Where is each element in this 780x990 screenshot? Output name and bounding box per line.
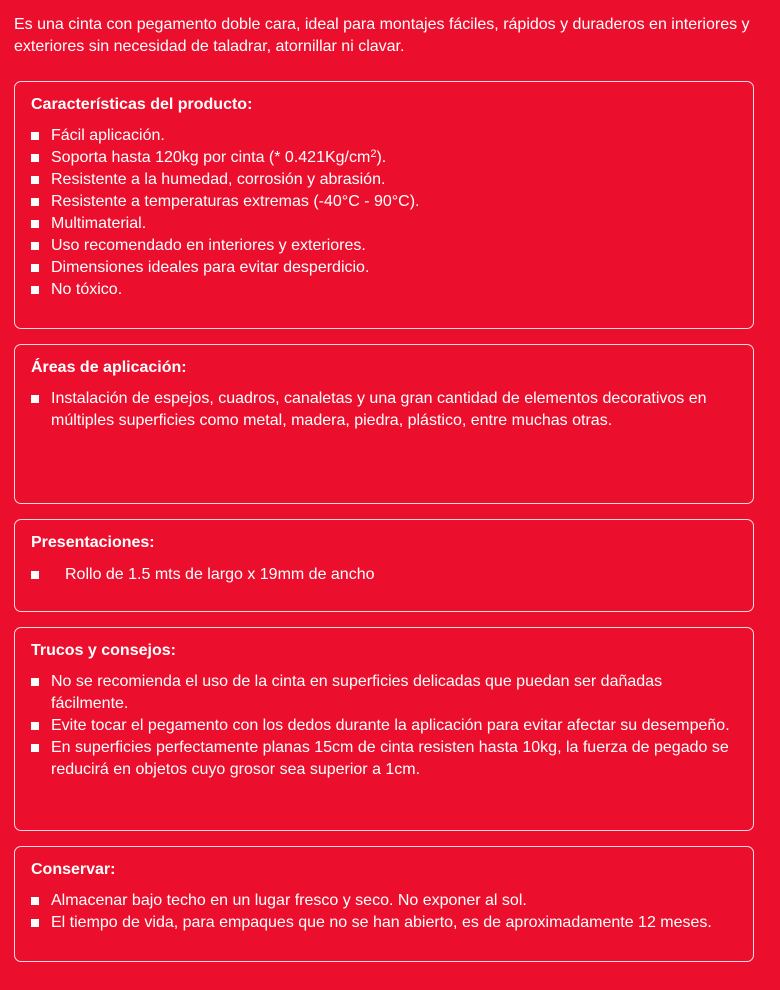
presentaciones-list: [29, 564, 743, 586]
list-item-text: Soporta hasta 120kg por cinta (* 0.421Kg/cm: [51, 149, 371, 166]
list-item: Fácil aplicación.: [29, 125, 743, 147]
list-item: Almacenar bajo techo en un lugar fresco y seco. No exponer al sol.: [29, 890, 743, 912]
list-item: Instalación de espejos, cuadros, canaletas y una gran cantidad de elementos decorativos en múltiples superficies como metal, madera, piedra, plástico, entre muchas otras.: [29, 388, 743, 432]
trucos-list: [29, 671, 743, 781]
conservar-list: [29, 890, 743, 934]
list-item-tail: ).: [376, 149, 387, 166]
list-item: En superficies perfectamente planas 15cm de cinta resisten hasta 10kg, la fuerza de pegado se reducirá en objetos cuyo grosor sea superior a 1cm.: [29, 737, 743, 781]
areas-box: [14, 344, 754, 504]
presentaciones-title: Presentaciones:: [31, 534, 155, 551]
trucos-title: Trucos y consejos:: [31, 642, 176, 659]
list-item: Resistente a temperaturas extremas (-40°C - 90°C).: [29, 191, 743, 213]
list-item: Multimaterial.: [29, 213, 743, 235]
list-item: No se recomienda el uso de la cinta en superficies delicadas que puedan ser dañadas fácilmente.: [29, 671, 743, 715]
superscript-2: 2: [370, 148, 377, 160]
caracteristicas-title: Características del producto:: [31, 96, 253, 113]
list-item: Evite tocar el pegamento con los dedos durante la aplicación para evitar afectar su desempeño.: [29, 715, 743, 737]
areas-list: [29, 388, 743, 432]
caracteristicas-list: [29, 125, 743, 301]
caracteristicas-box: [14, 81, 754, 329]
trucos-box: [14, 627, 754, 831]
areas-title: Áreas de aplicación:: [31, 359, 187, 376]
presentaciones-box: [14, 519, 754, 612]
intro-text: Es una cinta con pegamento doble cara, ideal para montajes fáciles, rápidos y duraderos en interiores y exteriores sin necesidad de taladrar, atornillar ni clavar.: [14, 16, 750, 55]
list-item: Resistente a la humedad, corrosión y abrasión.: [29, 169, 743, 191]
list-item: Rollo de 1.5 mts de largo x 19mm de ancho: [29, 564, 743, 586]
list-item: Uso recomendado en interiores y exteriores.: [29, 235, 743, 257]
list-item: El tiempo de vida, para empaques que no se han abierto, es de aproximadamente 12 meses.: [29, 912, 743, 934]
conservar-title: Conservar:: [31, 861, 116, 878]
list-item: No tóxico.: [29, 279, 743, 301]
conservar-box: [14, 846, 754, 962]
list-item: [29, 147, 743, 169]
list-item: Dimensiones ideales para evitar desperdicio.: [29, 257, 743, 279]
